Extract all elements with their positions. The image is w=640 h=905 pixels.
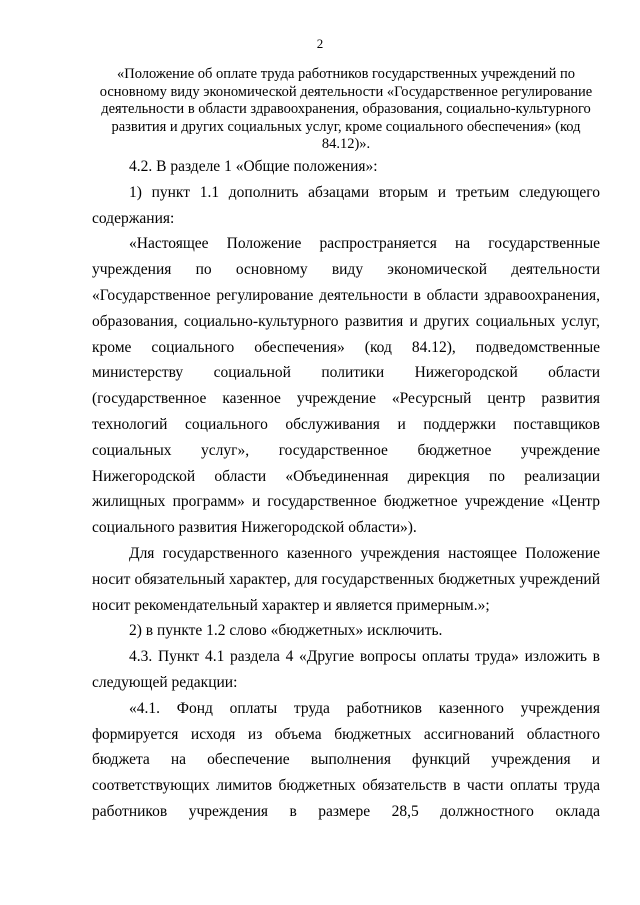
paragraph-item-1: 1) пункт 1.1 дополнить абзацами вторым и третьим следующего содержания: — [92, 183, 600, 227]
paragraph-mandatory-character: Для государственного казенного учреждения настоящее Положение носит обязательный характер, для государственных бюджетных учреждений носит рекомендательный характер и является примерным.»; — [92, 544, 600, 614]
paragraph-4-1-fund: «4.1. Фонд оплаты труда работников казенного учреждения формируется исходя из объема бюджетных ассигнований областного бюджета на обеспечение выполнения функций учреждения и соответствующих лимитов бюджетных обязательств в части оплаты труда работников учреждения в размере 28,5 должностного оклада — [92, 699, 600, 820]
document-heading: «Положение об оплате труда работников государственных учреждений по основному виду экономической деятельности «Государственное регулирование деятельности в области здравоохранения, образования, социально-культурного развития и других социальных услуг, кроме социального обеспечения» (код 84.12)». — [99, 66, 593, 153]
paragraph-quoted-provision: «Настоящее Положение распространяется на государственные учреждения по основному виду экономической деятельности «Государственное регулирование деятельности в области здравоохранения, образования, социально-культурного развития и других социальных услуг, кроме социального обеспечения» (код 84.12), подведомственные министерству социальной политики Нижегородской области (государственное казенное учреждение «Ресурсный центр развития технологий социального обслуживания и поддержки поставщиков социальных услуг», государственное бюджетное учреждение Нижегородской области «Объединенная дирекция по реализации жилищных программ» и государственное бюджетное учреждение «Центр социального развития Нижегородской области»). — [92, 235, 600, 537]
page-number: 2 — [316, 36, 324, 51]
paragraph-4-2: 4.2. В разделе 1 «Общие положения»: — [129, 158, 378, 175]
document-body — [92, 154, 600, 825]
paragraph-item-2: 2) в пункте 1.2 слово «бюджетных» исключить. — [129, 622, 443, 640]
paragraph-4-3: 4.3. Пункт 4.1 раздела 4 «Другие вопросы оплаты труда» изложить в следующей редакции: — [92, 648, 600, 691]
